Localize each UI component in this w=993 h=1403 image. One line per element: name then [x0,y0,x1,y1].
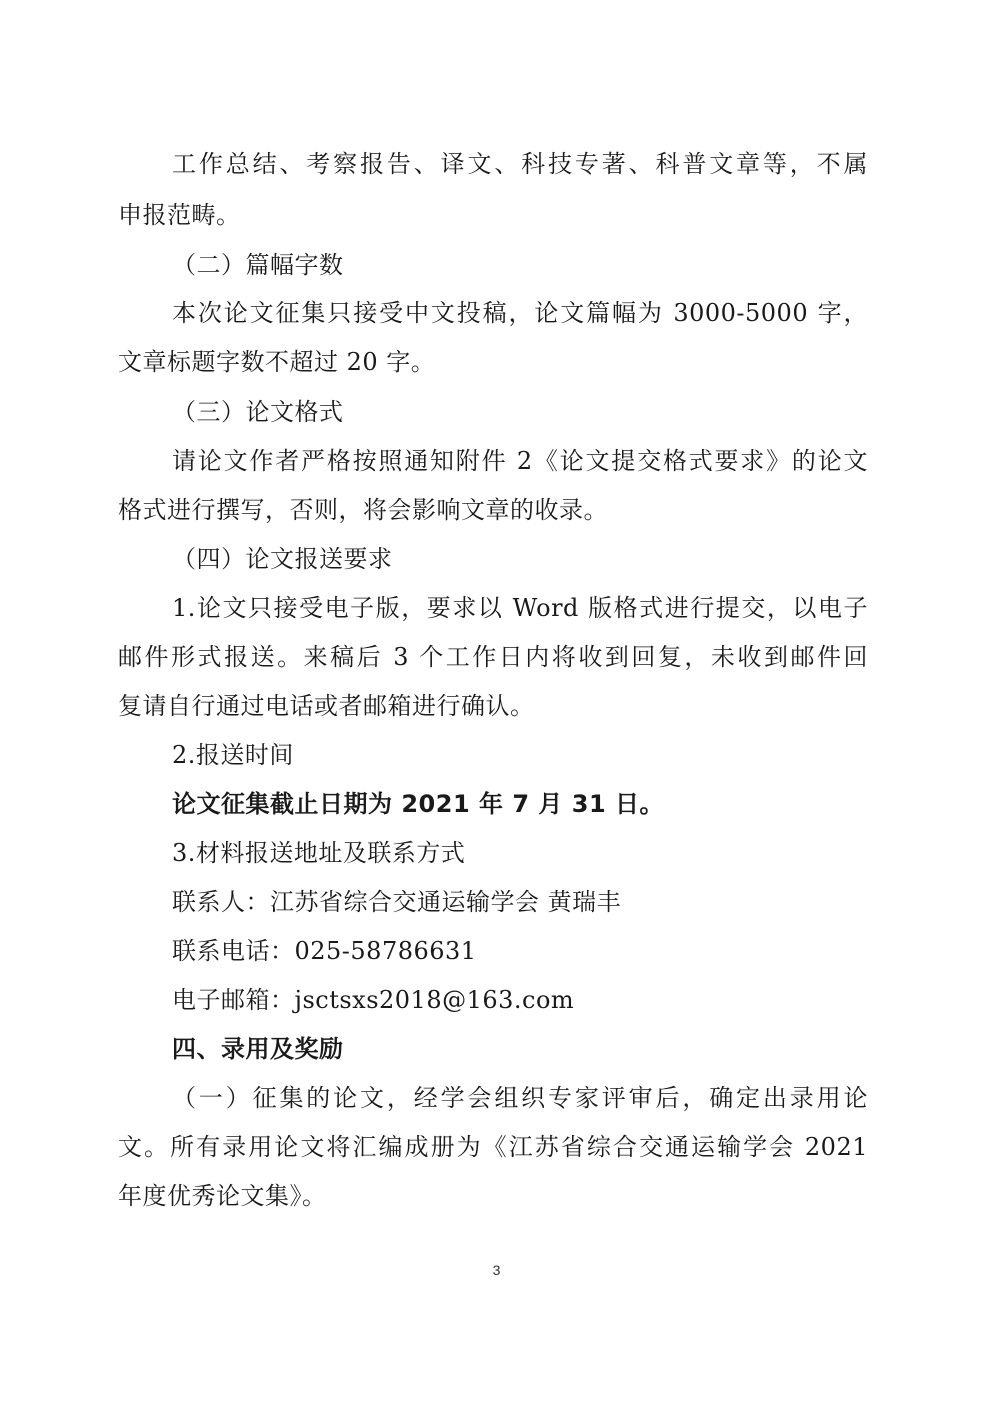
paragraph-line: 1.论文只接受电子版，要求以 Word 版格式进行提交，以电子 [172,594,868,622]
paragraph-line: 文章标题字数不超过 20 字。 [118,348,436,376]
section-heading: 四、录用及奖励 [172,1035,344,1063]
paragraph-line: 邮件形式报送。来稿后 3 个工作日内将收到回复，未收到邮件回 [118,643,868,671]
contact-email: 电子邮箱：jsctsxs2018@163.com [172,986,575,1014]
deadline-line: 论文征集截止日期为 2021 年 7 月 31 日。 [172,790,665,818]
paragraph-line: 申报范畴。 [118,201,241,229]
paragraph-line: 格式进行撰写，否则，将会影响文章的收录。 [118,496,608,524]
paragraph-line: 本次论文征集只接受中文投稿，论文篇幅为 3000-5000 字， [172,299,868,327]
section-heading: （三）论文格式 [172,398,344,426]
paragraph-line: 请论文作者严格按照通知附件 2《论文提交格式要求》的论文 [172,447,868,475]
paragraph-line: 文。所有录用论文将汇编成册为《江苏省综合交通运输学会 2021 [118,1133,868,1161]
contact-person: 联系人：江苏省综合交通运输学会 黄瑞丰 [172,888,622,916]
section-heading: （二）篇幅字数 [172,251,344,279]
page-number: 3 [492,1262,501,1278]
paragraph-line: 复请自行通过电话或者邮箱进行确认。 [118,692,535,720]
subheading: 3.材料报送地址及联系方式 [172,839,466,867]
section-heading: （四）论文报送要求 [172,545,393,573]
paragraph-line: 工作总结、考察报告、译文、科技专著、科普文章等，不属 [172,150,868,178]
contact-phone: 联系电话：025-58786631 [172,937,477,965]
paragraph-line: （一）征集的论文，经学会组织专家评审后，确定出录用论 [172,1084,868,1112]
paragraph-line: 年度优秀论文集》。 [118,1182,327,1210]
subheading: 2.报送时间 [172,741,294,769]
